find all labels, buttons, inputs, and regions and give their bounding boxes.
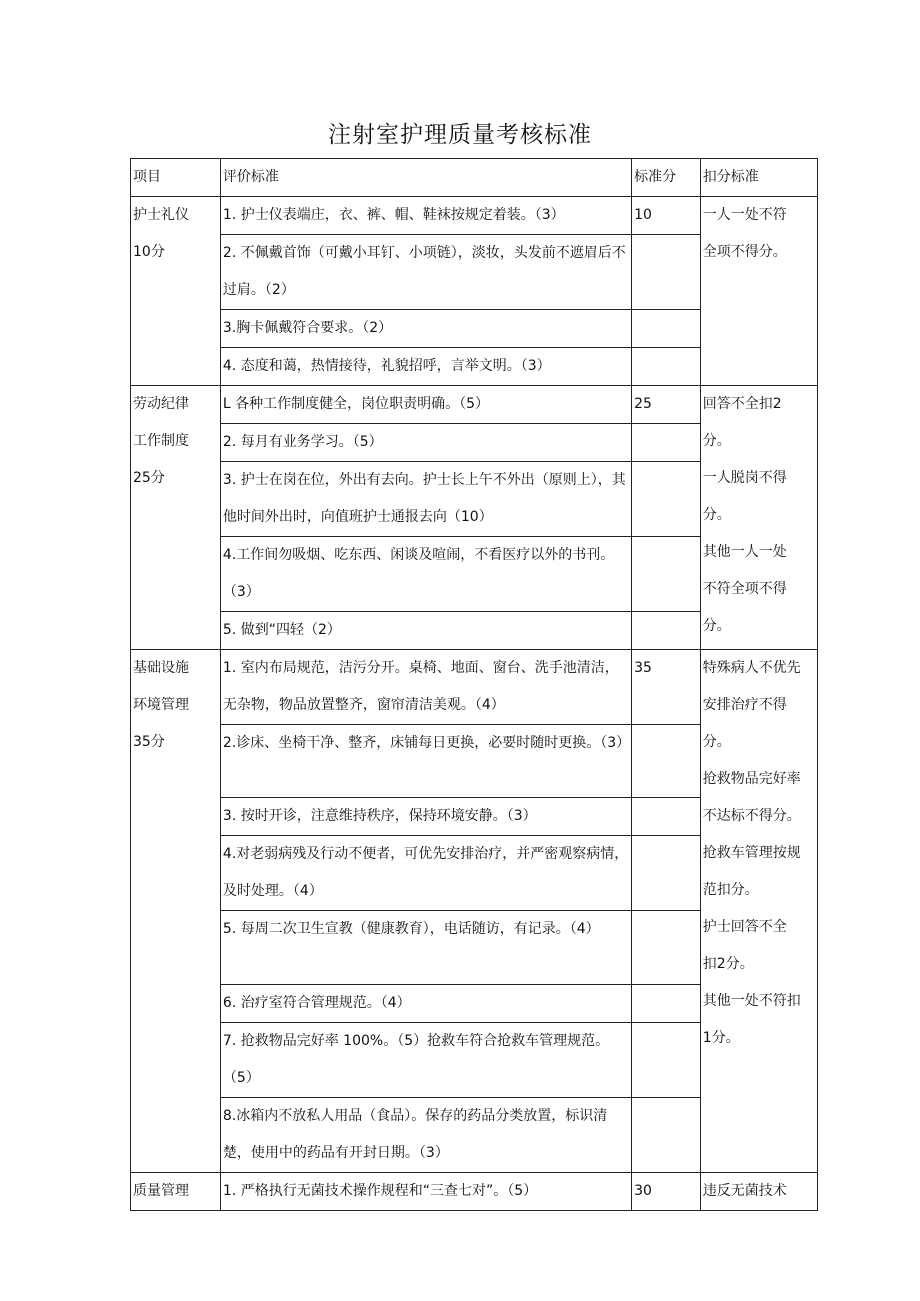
- criteria-cell: 2.诊床、坐椅干净、整齐，床铺每日更换，必要时随时更换。（3）: [220, 725, 631, 798]
- criteria-cell: 3.胸卡佩戴符合要求。（2）: [220, 310, 631, 348]
- deduction-text: 特殊病人不优先 安排治疗不得 分。 抢救物品完好率 不达标不得分。 抢救车管理按规 范扣分。 护士回答不全 扣2分。 其他一处不符扣 1分。: [702, 660, 801, 1046]
- section-item-label: 质量管理: [133, 1183, 189, 1199]
- criteria-cell: 3. 按时开诊，注意维持秩序，保持环境安静。（3）: [220, 798, 631, 836]
- header-deduction: 扣分标准: [700, 159, 817, 197]
- assessment-table: [130, 158, 818, 1211]
- section-item-label: 劳动纪律 工作制度 25分: [133, 396, 189, 486]
- section-item-label: 基础设施 环境管理 35分: [133, 660, 189, 750]
- criteria-cell: 6. 治疗室符合管理规范。（4）: [220, 985, 631, 1023]
- score-cell: 10: [632, 197, 701, 235]
- deduction-text: 违反无菌技术: [702, 1183, 787, 1199]
- section-item-label: 护士礼仪 10分: [133, 207, 189, 260]
- section-item-cell: [131, 650, 221, 1173]
- criteria-cell: 2. 不佩戴首饰（可戴小耳钉、小项链），淡妆，头发前不遮眉后不过肩。（2）: [220, 235, 631, 310]
- criteria-cell: 5. 做到“四轻（2）: [220, 612, 631, 650]
- score-cell: [632, 798, 701, 836]
- score-cell: [632, 911, 701, 985]
- table-row: [131, 1173, 818, 1211]
- criteria-cell: 1. 严格执行无菌技术操作规程和“三查七对”。（5）: [220, 1173, 631, 1211]
- score-cell: 35: [632, 650, 701, 725]
- header-row: [131, 159, 818, 197]
- deduction-text: 一人一处不符 全项不得分。: [702, 207, 787, 260]
- criteria-cell: 1. 室内布局规范，洁污分开。桌椅、地面、窗台、洗手池清洁，无杂物，物品放置整齐，窗帘清洁美观。（4）: [220, 650, 631, 725]
- criteria-cell: 8.冰箱内不放私人用品（食品）。保存的药品分类放置，标识清楚，使用中的药品有开封日期。（3）: [220, 1098, 631, 1173]
- deduction-cell: [700, 650, 817, 1173]
- section-item-cell: [131, 386, 221, 650]
- criteria-cell: 3. 护士在岗在位，外出有去向。护士长上午不外出（原则上），其他时间外出时，向值班护士通报去向（10）: [220, 462, 631, 537]
- deduction-text: 回答不全扣2 分。 一人脱岗不得 分。 其他一人一处 不符全项不得 分。: [702, 396, 787, 634]
- header-score: 标准分: [632, 159, 701, 197]
- score-cell: [632, 836, 701, 911]
- score-cell: [632, 1098, 701, 1173]
- deduction-cell: [700, 386, 817, 650]
- score-cell: [632, 235, 701, 310]
- score-cell: [632, 424, 701, 462]
- score-cell: 25: [632, 386, 701, 424]
- score-cell: [632, 348, 701, 386]
- criteria-cell: 4. 态度和蔼，热情接待，礼貌招呼，言举文明。（3）: [220, 348, 631, 386]
- table-row: [131, 197, 818, 235]
- section-item-cell: [131, 197, 221, 386]
- criteria-cell: 4.对老弱病残及行动不便者，可优先安排治疗，并严密观察病情，及时处理。（4）: [220, 836, 631, 911]
- page-title: 注射室护理质量考核标准: [328, 122, 592, 148]
- criteria-cell: 7. 抢救物品完好率 100%。（5）抢救车符合抢救车管理规范。（5）: [220, 1023, 631, 1098]
- score-cell: [632, 985, 701, 1023]
- deduction-cell: [700, 1173, 817, 1211]
- criteria-cell: 2. 每月有业务学习。（5）: [220, 424, 631, 462]
- score-cell: [632, 612, 701, 650]
- criteria-cell: 4.工作间勿吸烟、吃东西、闲谈及喧闹，不看医疗以外的书刊。（3）: [220, 537, 631, 612]
- section-item-cell: [131, 1173, 221, 1211]
- score-cell: [632, 537, 701, 612]
- table-row: [131, 386, 818, 424]
- header-criteria: 评价标准: [220, 159, 631, 197]
- score-cell: [632, 462, 701, 537]
- table-row: [131, 650, 818, 725]
- score-cell: 30: [632, 1173, 701, 1211]
- score-cell: [632, 310, 701, 348]
- header-item: 项目: [131, 159, 221, 197]
- score-cell: [632, 1023, 701, 1098]
- score-cell: [632, 725, 701, 798]
- criteria-cell: 5. 每周二次卫生宣教（健康教育），电话随访，有记录。（4）: [220, 911, 631, 985]
- criteria-cell: 1. 护士仪表端庄，衣、裤、帽、鞋袜按规定着装。（3）: [220, 197, 631, 235]
- deduction-cell: [700, 197, 817, 386]
- criteria-cell: L 各种工作制度健全，岗位职责明确。（5）: [220, 386, 631, 424]
